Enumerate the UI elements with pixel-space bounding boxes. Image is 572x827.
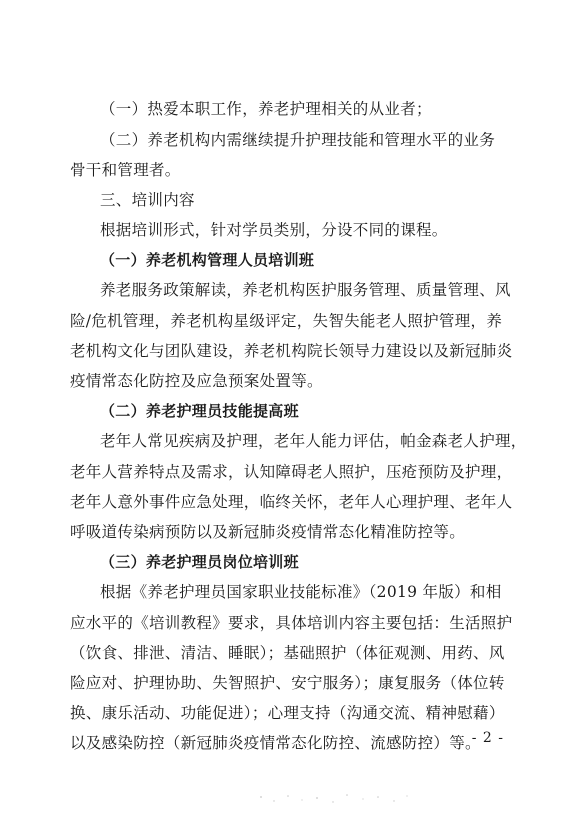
text-line: 根据培训形式，针对学员类别，分设不同的课程。 xyxy=(100,221,448,239)
text-line: 应水平的《培训教程》要求，具体培训内容主要包括：生活照护 xyxy=(70,614,513,632)
subsection-heading: （二）养老护理员技能提高班 xyxy=(100,402,299,420)
text-line: 以及感染防控（新冠肺炎疫情常态化防控、流感防控）等。 xyxy=(70,734,481,752)
text-line: 骨干和管理者。 xyxy=(70,161,181,179)
page-number: - 2 - xyxy=(471,730,504,746)
text-line: 险/危机管理，养老机构星级评定，失智失能老人照护管理，养 xyxy=(70,312,503,330)
text-line: 老年人意外事件应急处理，临终关怀，老年人心理护理、老年人 xyxy=(70,493,513,511)
section-heading: 三、培训内容 xyxy=(100,191,195,209)
text-line: 呼吸道传染病预防以及新冠肺炎疫情常态化精准防控等。 xyxy=(70,523,466,541)
text-line: 险应对、护理协助、失智照护、安宁服务）；康复服务（体位转 xyxy=(70,674,505,692)
subsection-heading: （一）养老机构管理人员培训班 xyxy=(100,251,315,269)
text-line: （一）热爱本职工作，养老护理相关的从业者； xyxy=(100,100,432,118)
text-line: 养老服务政策解读，养老机构医护服务管理、质量管理、风 xyxy=(100,281,511,299)
text-line: （饮食、排泄、清洁、睡眠）；基础照护（体征观测、用药、风 xyxy=(70,644,505,662)
text-line: 老机构文化与团队建设，养老机构院长领导力建设以及新冠肺炎 xyxy=(70,342,513,360)
subsection-heading: （三）养老护理员岗位培训班 xyxy=(100,553,299,571)
scan-artifact xyxy=(255,792,415,806)
text-line: 疫情常态化防控及应急预案处置等。 xyxy=(70,372,323,390)
text-line: （二）养老机构内需继续提升护理技能和管理水平的业务 xyxy=(100,131,496,149)
text-line: 根据《养老护理员国家职业技能标准》（2019 年版）和相 xyxy=(100,583,502,601)
text-line: 老年人营养特点及需求，认知障碍老人照护，压疮预防及护理， xyxy=(70,463,513,481)
text-line: 老年人常见疾病及护理，老年人能力评估，帕金森老人护理， xyxy=(100,432,527,450)
text-line: 换、康乐活动、功能促进）；心理支持（沟通交流、精神慰藉） xyxy=(70,704,505,722)
